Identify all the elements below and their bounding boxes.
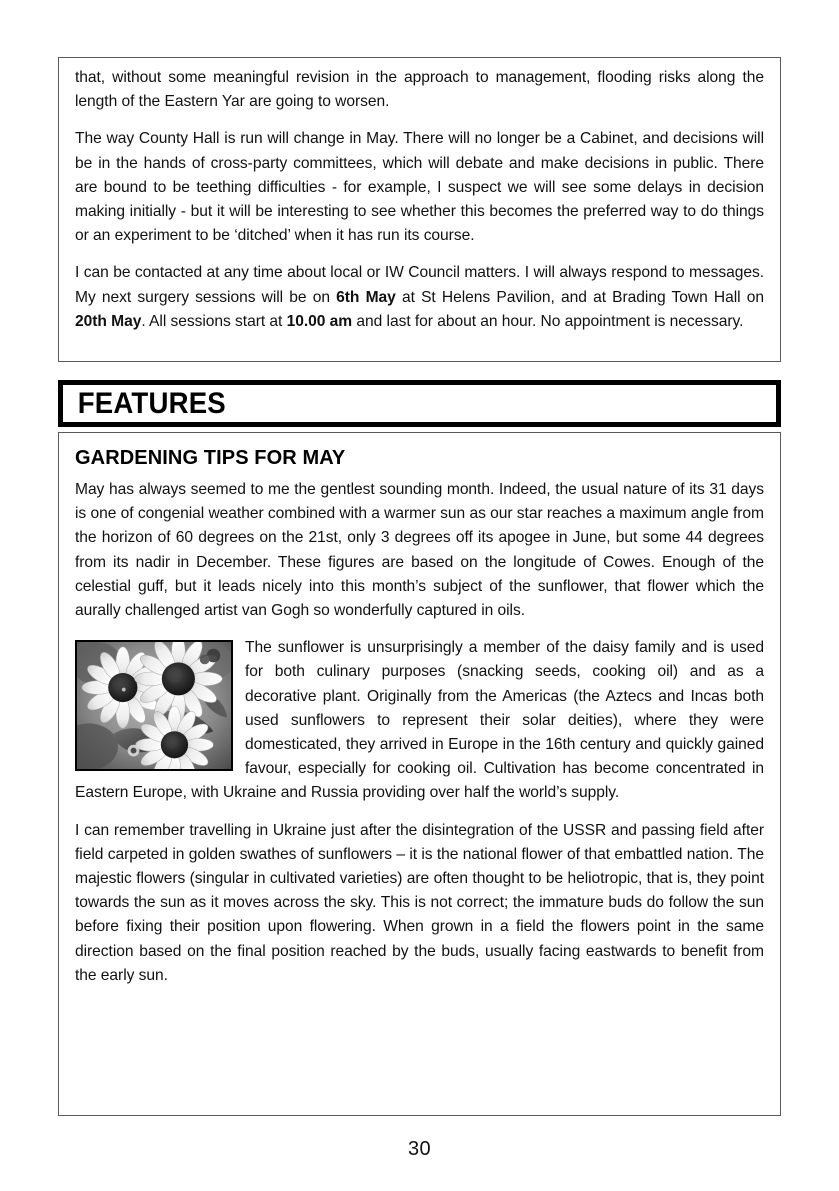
surgery-date-1: 6th May [336, 288, 396, 306]
surgery-start-time: 10.00 am [286, 312, 353, 330]
contact-text-part-4: and last for about an hour. No appointment is necessary. [352, 312, 744, 330]
gardening-paragraph-2 [75, 636, 764, 805]
gardening-paragraph-3: I can remember travelling in Ukraine just after the disintegration of the USSR and passing field after field carpeted in golden swathes of sunflowers – it is the national flower of that embattled nation. The majestic flowers (singular in cultivated varieties) are often thought to be heliotropic, that is, they point towards the sun as it moves across the sky. This is not correct; the immature buds do follow the sun before fixing their position upon flowering. When grown in a field the flowers point in the same direction based on the final position reached by the buds, usually facing eastwards to benefit from the early sun. [75, 821, 764, 984]
contact-text-part-3: . All sessions start at [141, 312, 287, 330]
gardening-article-heading: GARDENING TIPS FOR MAY [75, 447, 346, 469]
features-banner-title: FEATURES [77, 386, 226, 420]
features-section-banner [58, 380, 781, 427]
gardening-paragraph-2-text: The sunflower is unsurprisingly a member of the daisy family and is used for both culinary purposes (snacking seeds, cooking oil) and as a decorative plant. Originally from the Americas (the Aztecs and Incas both used sunflowers to represent their solar deities), where they were domesticated, they arrived in Europe in the 16th century and quickly gained favour, especially for cooking oil. Cultivation has become concentrated in Eastern Europe, with Ukraine and Russia providing over half the world’s supply. [75, 639, 764, 802]
council-contact-paragraph [75, 261, 764, 334]
sunflower-photo [75, 640, 233, 771]
council-paragraph-1: that, without some meaningful revision in the approach to management, flooding risks along the length of the Eastern Yar are going to worsen. [75, 69, 764, 111]
council-paragraph-2: The way County Hall is run will change in May. There will no longer be a Cabinet, and decisions will be in the hands of cross-party committees, which will debate and make decisions in public. There are bound to be teething difficulties - for example, I suspect we will see some delays in decision making initially - but it will be interesting to see whether this becomes the preferred way to do things or an experiment to be ‘ditched’ when it has run its course. [75, 130, 764, 245]
surgery-date-2: 20th May [75, 312, 142, 330]
council-report-box [58, 57, 781, 362]
page-number: 30 [407, 1138, 432, 1160]
contact-text-part-1: I can be contacted at any time about local or IW Council matters. I will always respond to messages. My next surgery sessions will be on [75, 264, 764, 306]
gardening-article-box [58, 432, 781, 1116]
gardening-paragraph-1: May has always seemed to me the gentlest sounding month. Indeed, the usual nature of its 31 days is one of congenial weather combined with a warmer sun as our star reaches a maximum angle from the horizon of 60 degrees on the 21st, only 3 degrees off its apogee in June, but some 44 degrees from its nadir in December. These figures are based on the longitude of Cowes. Enough of the celestial guff, but it leads nicely into this month’s subject of the sunflower, that flower which the aurally challenged artist van Gogh so wonderfully captured in oils. [75, 481, 764, 620]
contact-text-part-2: at St Helens Pavilion, and at Brading Town Hall on [395, 288, 764, 306]
sunflower-photo-graphic [77, 642, 231, 769]
